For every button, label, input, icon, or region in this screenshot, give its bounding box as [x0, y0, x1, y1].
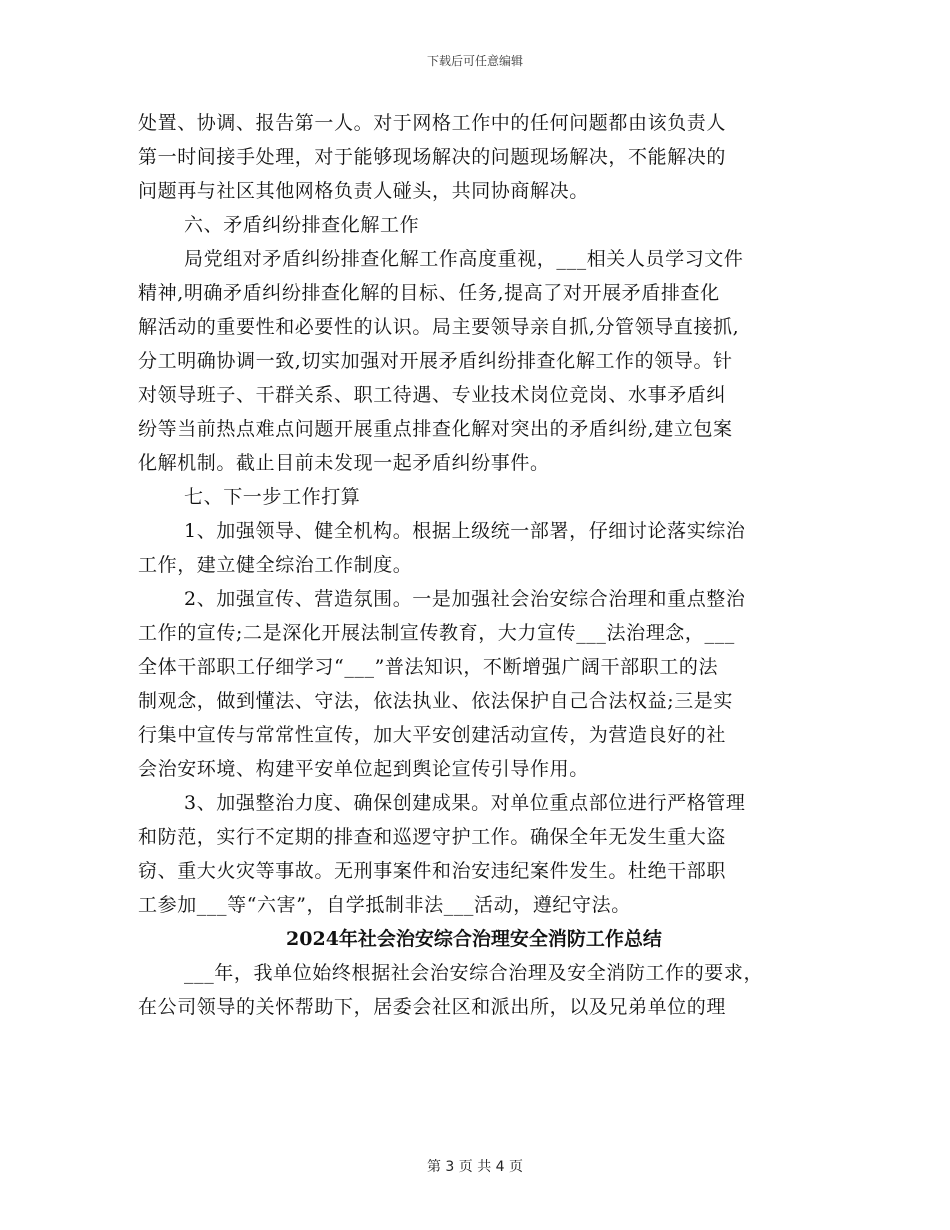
text-line: 分工明确协调一致,切实加强对开展矛盾纠纷排查化解工作的领导。针 [138, 350, 733, 372]
text-line: 窃、重大火灾等事故。无刑事案件和治安违纪案件发生。杜绝干部职 [138, 860, 727, 882]
document-title: 2024年社会治安综合治理安全消防工作总结 [286, 928, 662, 950]
text-line: 第一时间接手处理，对于能够现场解决的问题现场解决，不能解决的 [138, 146, 727, 168]
text-line: 2、加强宣传、营造氛围。一是加强社会治安综合治理和重点整治 [184, 588, 746, 610]
text-line: 在公司领导的关怀帮助下，居委会社区和派出所，以及兄弟单位的理 [138, 996, 727, 1018]
text-line: 工作的宣传;二是深化开展法制宣传教育，大力宣传___法治理念，___ [138, 622, 735, 644]
text-line: 处置、协调、报告第一人。对于网格工作中的任何问题都由该负责人 [138, 112, 727, 134]
text-line: 化解机制。截止目前未发现一起矛盾纠纷事件。 [138, 452, 550, 474]
text-line: 工参加___等“六害”，自学抵制非法___活动，遵纪守法。 [138, 894, 631, 916]
text-line: ___年，我单位始终根据社会治安综合治理及安全消防工作的要求， [184, 962, 764, 984]
text-line: 问题再与社区其他网格负责人碰头，共同协商解决。 [138, 180, 589, 202]
text-line: 纷等当前热点难点问题开展重点排查化解对突出的矛盾纠纷,建立包案 [138, 418, 733, 440]
text-line: 局党组对矛盾纠纷排查化解工作高度重视，___相关人员学习文件 [184, 248, 744, 270]
page-footer: 第 3 页 共 4 页 [426, 1159, 524, 1175]
text-line: 和防范，实行不定期的排查和巡逻守护工作。确保全年无发生重大盗 [138, 826, 727, 848]
text-line: 行集中宣传与常常性宣传，加大平安创建活动宣传，为营造良好的社 [138, 724, 727, 746]
text-line: 对领导班子、干群关系、职工待遇、专业技术岗位竞岗、水事矛盾纠 [138, 384, 727, 406]
text-line: 全体干部职工仔细学习“___”普法知识，不断增强广阔干部职工的法 [138, 656, 719, 678]
text-line: 会治安环境、构建平安单位起到舆论宣传引导作用。 [138, 758, 589, 780]
text-line: 制观念，做到懂法、守法，依法执业、依法保护自己合法权益;三是实 [138, 690, 734, 712]
text-line: 3、加强整治力度、确保创建成果。对单位重点部位进行严格管理 [184, 792, 746, 814]
text-line: 解活动的重要性和必要性的认识。局主要领导亲自抓,分管领导直接抓, [138, 316, 740, 338]
document-body [138, 106, 810, 1024]
text-line: 工作，建立健全综治工作制度。 [138, 554, 413, 576]
section-heading: 六、矛盾纠纷排查化解工作 [184, 214, 420, 236]
page-header: 下载后可任意编辑 [426, 54, 523, 68]
section-heading: 七、下一步工作打算 [184, 486, 361, 508]
text-line: 1、加强领导、健全机构。根据上级统一部署，仔细讨论落实综治 [184, 520, 746, 542]
text-line: 精神,明确矛盾纠纷排查化解的目标、任务,提高了对开展矛盾排查化 [138, 282, 720, 304]
